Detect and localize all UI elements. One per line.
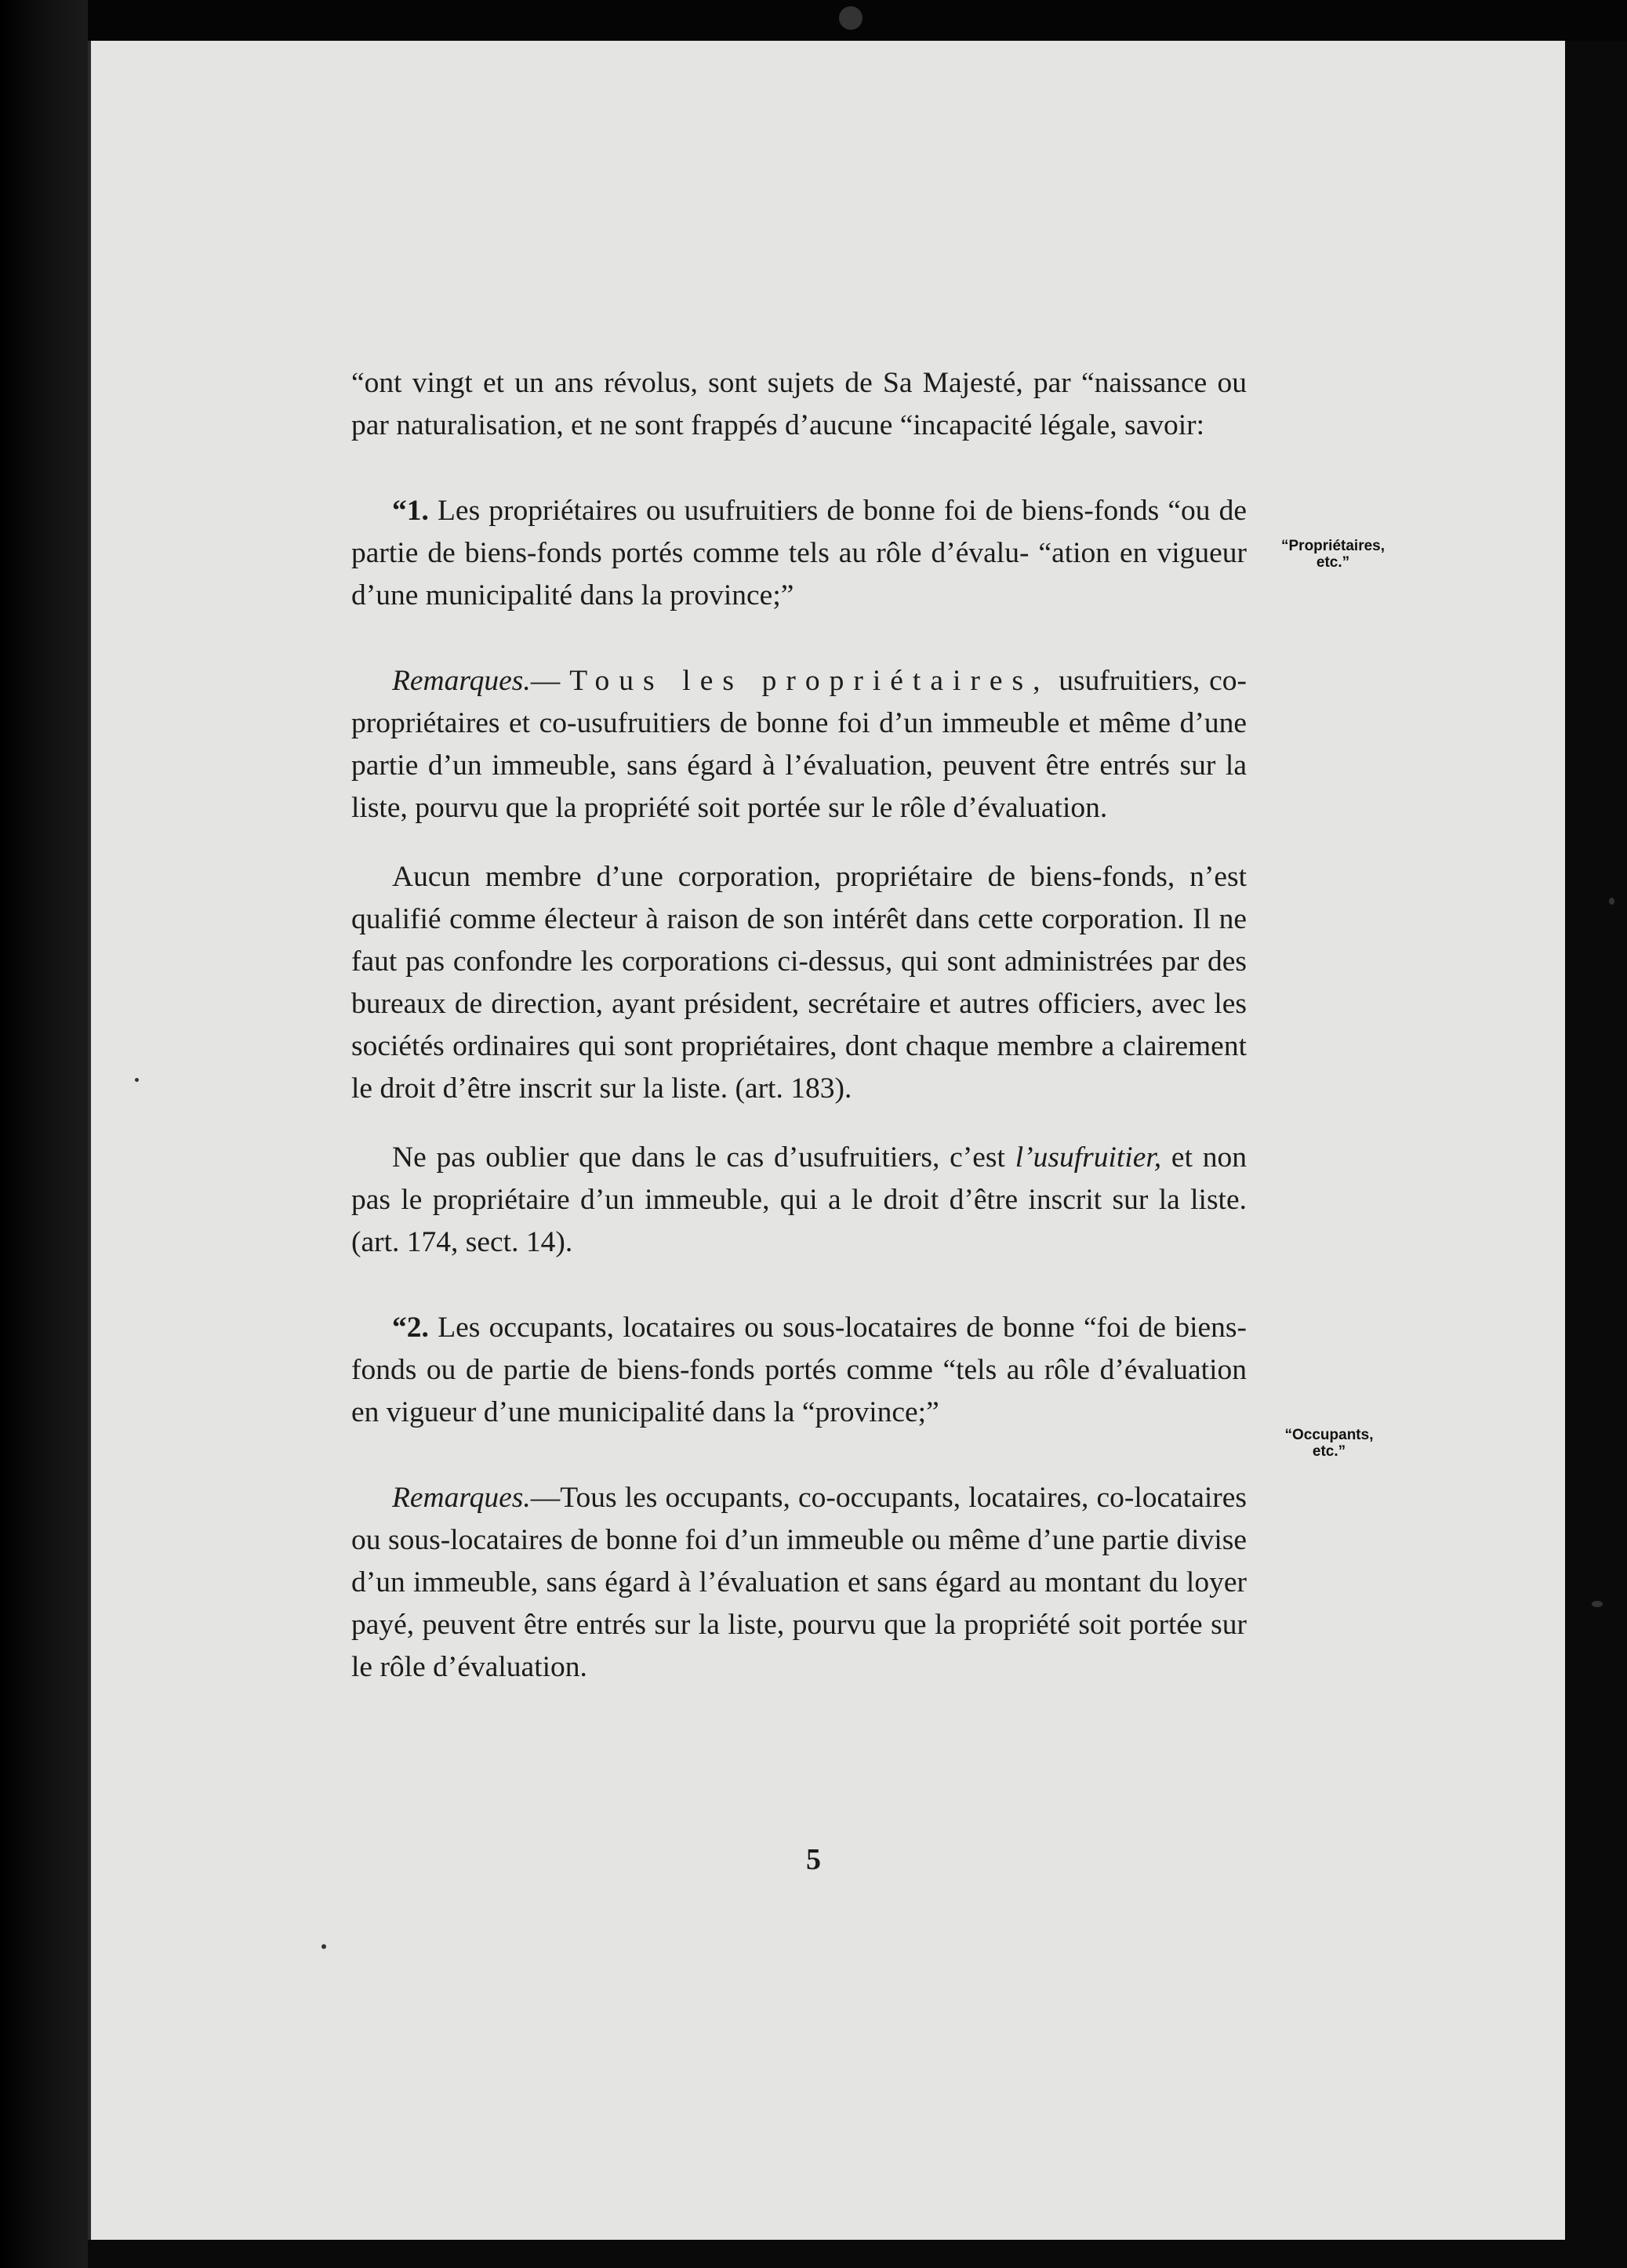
paragraph-usufruit xyxy=(351,1137,1247,1264)
usufruit-emphasis: l’usufruitier, xyxy=(1015,1141,1162,1174)
paragraph-intro xyxy=(351,362,1247,447)
intro-text: “ont vingt et un ans révolus, sont sujets de Sa Majesté, par “naissance ou par naturalisation, et ne sont frappés d’aucune “incapacité légale, savoir: xyxy=(351,367,1247,441)
scan-artifact xyxy=(321,1944,326,1949)
page-body xyxy=(351,362,1247,1689)
scan-artifact xyxy=(1592,1601,1603,1607)
margin-note-2-line1: “Occupants, xyxy=(1284,1427,1374,1443)
remarks-1-text: usufruitiers, co-propriétaires et co-usufruitiers de bonne foi d’un immeuble et même d’une partie d’un immeuble, sans égard à l’évaluation, peuvent être entrés sur la liste, pourvu que la propriété soit portée sur le rôle d’évaluation. xyxy=(351,665,1247,824)
scan-artifact xyxy=(1609,898,1614,905)
margin-note-proprietaires xyxy=(1258,538,1407,571)
paragraph-remarks-2 xyxy=(351,1477,1247,1689)
margin-note-occupants xyxy=(1255,1427,1404,1460)
margin-note-2-line2: etc.” xyxy=(1312,1443,1346,1460)
item-1-text: Les propriétaires ou usufruitiers de bonne foi de biens-fonds “ou de partie de biens-fonds portés comme tels au rôle d’évalu- “ation en vigueur d’une municipalité dans la province;” xyxy=(351,495,1247,611)
item-2-text: Les occupants, locataires ou sous-locataires de bonne “foi de biens-fonds ou de partie de biens-fonds portés comme “tels au rôle d’évaluation en vigueur d’une municipalité dans la “province;” xyxy=(351,1312,1247,1428)
scan-artifact xyxy=(135,1078,139,1082)
scan-left-edge xyxy=(0,0,88,2268)
paragraph-item-1 xyxy=(351,490,1247,617)
scan-top-border xyxy=(0,0,1627,41)
margin-note-1-line2: etc.” xyxy=(1316,554,1350,571)
paragraph-item-2 xyxy=(351,1307,1247,1434)
margin-note-1-line1: “Propriétaires, xyxy=(1281,538,1385,554)
usufruit-before: Ne pas oublier que dans le cas d’usufruitiers, c’est xyxy=(392,1141,1015,1174)
remarks-1-spaced-text: —Tous les propriétaires, xyxy=(530,665,1050,697)
corporation-text: Aucun membre d’une corporation, propriétaire de biens-fonds, n’est qualifié comme électeur à raison de son intérêt dans cette corporation. Il ne faut pas confondre les corporations ci-dessus, qui sont administrées par des bureaux de direction, ayant président, secrétaire et autres officiers, avec les sociétés ordinaires qui sont propriétaires, dont chaque membre a clairement le droit d’être inscrit sur la liste. (art. 183). xyxy=(351,861,1247,1105)
paragraph-corporation xyxy=(351,856,1247,1110)
item-2-number: “2. xyxy=(392,1312,429,1344)
usufruit-after: et non pas le propriétaire d’un immeuble, qui a le droit d’être inscrit sur la liste. (art. 174, sect. 14). xyxy=(351,1141,1247,1258)
item-1-number: “1. xyxy=(392,495,429,527)
scan-artifact xyxy=(839,6,863,30)
page-number: 5 xyxy=(806,1843,821,1876)
paragraph-remarks-1 xyxy=(351,660,1247,829)
remarks-1-label: Remarques. xyxy=(392,665,531,697)
remarks-2-label: Remarques. xyxy=(392,1482,531,1514)
remarks-2-text: —Tous les occupants, co-occupants, locataires, co-locataires ou sous-locataires de bonne foi d’un immeuble ou même d’une partie divise d’un immeuble, sans égard à l’évaluation et sans égard au montant du loyer payé, peuvent être entrés sur la liste, pourvu que la propriété soit portée sur le rôle d’évaluation. xyxy=(351,1482,1247,1683)
